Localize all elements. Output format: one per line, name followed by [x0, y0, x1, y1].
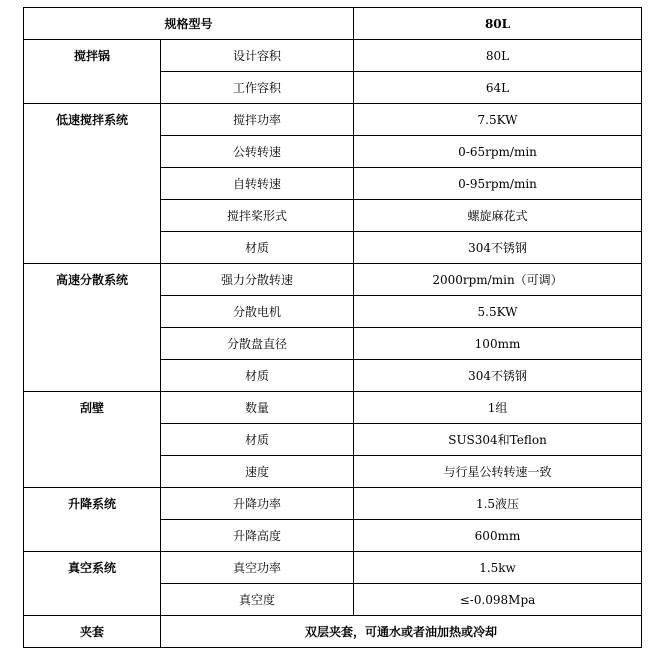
jacket-label: 夹套: [24, 616, 161, 648]
param-value: 1组: [354, 392, 642, 424]
group-label: 低速搅拌系统: [24, 104, 161, 264]
param-name: 工作容积: [161, 72, 354, 104]
group-label: 搅拌锅: [24, 40, 161, 104]
param-name: 分散盘直径: [161, 328, 354, 360]
param-name: 材质: [161, 424, 354, 456]
table-row: [24, 488, 642, 520]
spec-table: [23, 7, 642, 648]
param-value: ≤-0.098Mpa: [354, 584, 642, 616]
table-row: [24, 552, 642, 584]
jacket-value: 双层夹套，可通水或者油加热或冷却: [161, 616, 642, 648]
param-value: 80L: [354, 40, 642, 72]
table-row: [24, 40, 642, 72]
param-name: 真空功率: [161, 552, 354, 584]
param-name: 材质: [161, 360, 354, 392]
param-value: 与行星公转转速一致: [354, 456, 642, 488]
param-name: 分散电机: [161, 296, 354, 328]
param-name: 数量: [161, 392, 354, 424]
model-label: 规格型号: [24, 8, 354, 40]
param-name: 速度: [161, 456, 354, 488]
footer-row: [24, 616, 642, 648]
param-value: 0-95rpm/min: [354, 168, 642, 200]
header-row: [24, 8, 642, 40]
model-value: 80L: [354, 8, 642, 40]
param-value: 2000rpm/min（可调）: [354, 264, 642, 296]
group-label: 升降系统: [24, 488, 161, 552]
param-name: 材质: [161, 232, 354, 264]
table-row: [24, 264, 642, 296]
param-name: 升降高度: [161, 520, 354, 552]
param-value: 5.5KW: [354, 296, 642, 328]
param-value: 100mm: [354, 328, 642, 360]
param-value: SUS304和Teflon: [354, 424, 642, 456]
group-label: 真空系统: [24, 552, 161, 616]
param-name: 公转转速: [161, 136, 354, 168]
param-value: 64L: [354, 72, 642, 104]
param-value: 1.5kw: [354, 552, 642, 584]
param-value: 螺旋麻花式: [354, 200, 642, 232]
param-name: 升降功率: [161, 488, 354, 520]
param-name: 搅拌桨形式: [161, 200, 354, 232]
param-name: 设计容积: [161, 40, 354, 72]
table-row: [24, 392, 642, 424]
group-label: 刮壁: [24, 392, 161, 488]
param-value: 1.5液压: [354, 488, 642, 520]
param-value: 7.5KW: [354, 104, 642, 136]
param-name: 强力分散转速: [161, 264, 354, 296]
group-label: 高速分散系统: [24, 264, 161, 392]
param-name: 真空度: [161, 584, 354, 616]
param-name: 自转转速: [161, 168, 354, 200]
table-row: [24, 104, 642, 136]
param-name: 搅拌功率: [161, 104, 354, 136]
param-value: 304不锈钢: [354, 232, 642, 264]
param-value: 600mm: [354, 520, 642, 552]
param-value: 304不锈钢: [354, 360, 642, 392]
param-value: 0-65rpm/min: [354, 136, 642, 168]
